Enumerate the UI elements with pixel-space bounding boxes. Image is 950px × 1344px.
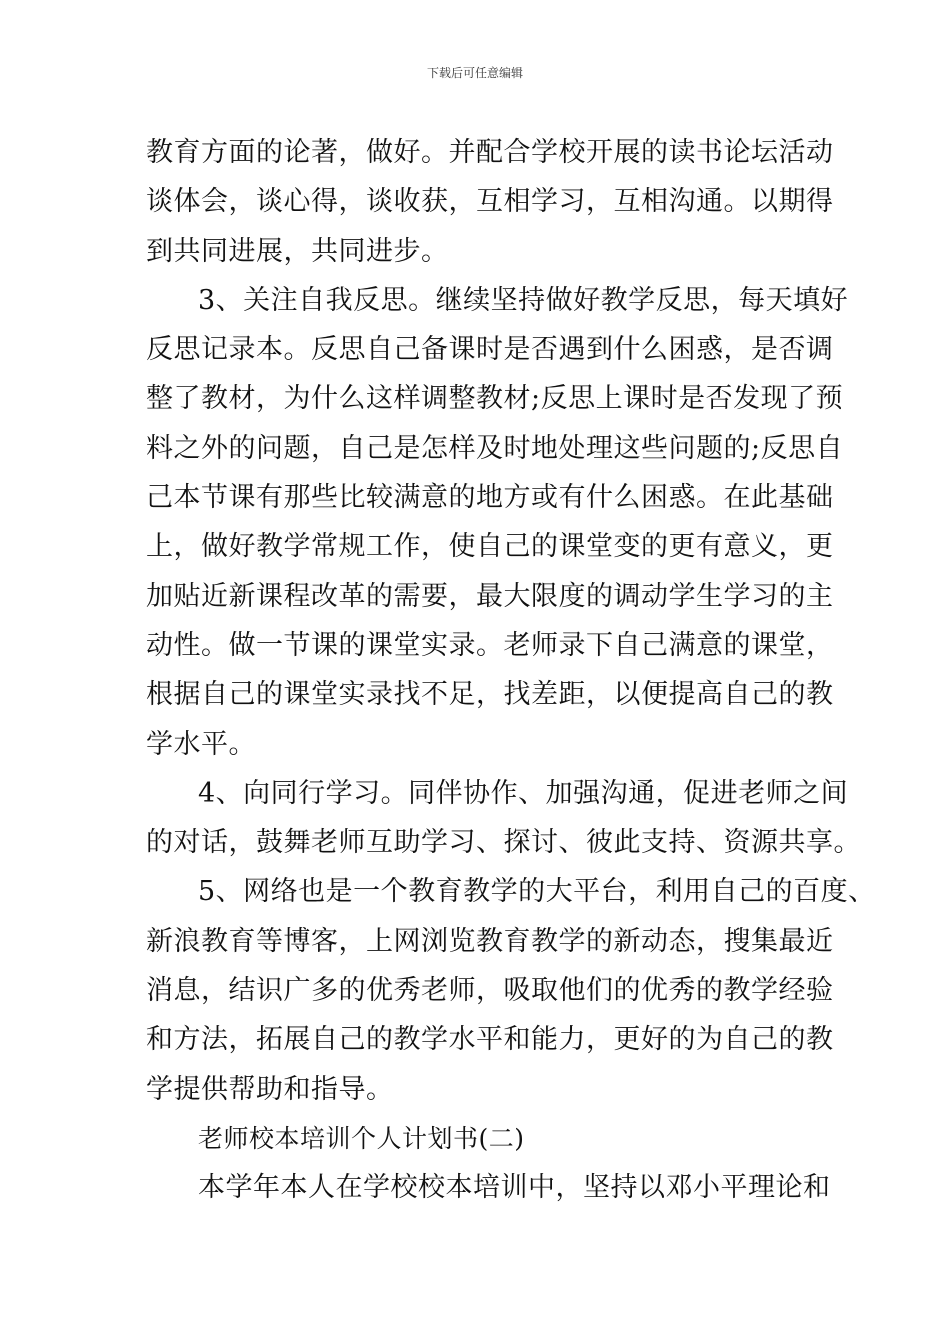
text-line: 学水平。 — [146, 728, 256, 760]
text-line: 消息，结识广多的优秀老师，吸取他们的优秀的教学经验 — [146, 975, 834, 1007]
text-line: 整了教材，为什么这样调整教材;反思上课时是否发现了预 — [146, 383, 844, 415]
paragraph-item-5-start: 5、网络也是一个教育教学的大平台，利用自己的百度、 — [198, 876, 876, 908]
text-line: 谈体会，谈心得，谈收获，互相学习，互相沟通。以期得 — [146, 186, 834, 218]
text-line: 上，做好教学常规工作，使自己的课堂变的更有意义，更 — [146, 531, 834, 563]
text-line: 新浪教育等博客，上网浏览教育教学的新动态，搜集最近 — [146, 925, 834, 957]
text-line: 动性。做一节课的课堂实录。老师录下自己满意的课堂， — [146, 629, 834, 661]
text-line: 到共同进展，共同进步。 — [146, 235, 449, 267]
text-line: 教育方面的论著，做好。并配合学校开展的读书论坛活动 — [146, 137, 834, 168]
text-line: 和方法，拓展自己的教学水平和能力，更好的为自己的教 — [146, 1024, 834, 1056]
text-line: 的对话，鼓舞老师互助学习、探讨、彼此支持、资源共享。 — [146, 827, 861, 859]
paragraph-start: 本学年本人在学校校本培训中，坚持以邓小平理论和 — [198, 1172, 831, 1204]
section-subtitle: 老师校本培训个人计划书(二) — [198, 1123, 525, 1153]
paragraph-item-4-start: 4、向同行学习。同伴协作、加强沟通，促进老师之间 — [198, 777, 849, 809]
text-line: 根据自己的课堂实录找不足，找差距，以便提高自己的教 — [146, 679, 834, 711]
document-body — [146, 128, 876, 1213]
paragraph-item-3-start: 3、关注自我反思。继续坚持做好教学反思，每天填好 — [198, 284, 849, 316]
page-header: 下载后可任意编辑 — [426, 66, 523, 80]
text-line: 学提供帮助和指导。 — [146, 1073, 394, 1105]
text-line: 己本节课有那些比较满意的地方或有什么困惑。在此基础 — [146, 482, 834, 514]
text-line: 加贴近新课程改革的需要，最大限度的调动学生学习的主 — [146, 580, 834, 612]
text-line: 料之外的问题，自己是怎样及时地处理这些问题的;反思自 — [146, 432, 844, 464]
text-line: 反思记录本。反思自己备课时是否遇到什么困惑，是否调 — [146, 334, 834, 366]
